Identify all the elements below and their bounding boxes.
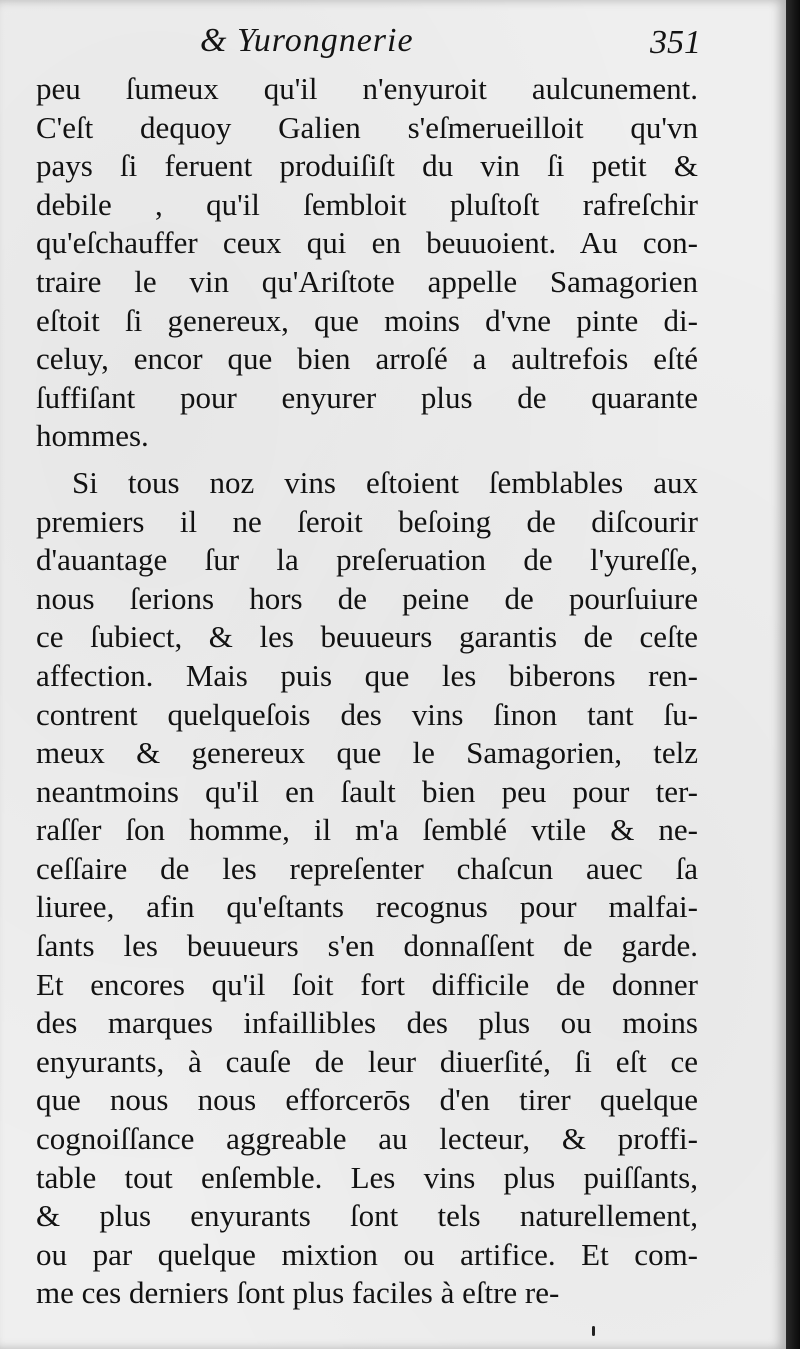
paragraph (36, 70, 698, 456)
text-line: neantmoins qu'il en ſault bien peu pour ter- (36, 773, 698, 809)
text-line: ſuffiſant pour enyurer plus de quarante (36, 379, 698, 415)
running-head (0, 18, 786, 68)
text-line: cognoiſſance aggreable au lecteur, & proffi- (36, 1121, 698, 1157)
text-line: Si tous noz vins eſtoient ſemblables aux (72, 464, 698, 500)
text-line: hommes. (36, 418, 149, 454)
text-line: traire le vin qu'Ariſtote appelle Samagorien (36, 263, 698, 299)
text-line: eſtoit ſi genereux, que moins d'vne pinte di- (36, 302, 698, 338)
text-line: raſſer ſon homme, il m'a ſemblé vtile & ne- (36, 812, 698, 848)
text-line: liuree, afin qu'eſtants recognus pour malfai- (36, 889, 698, 925)
text-line: d'auantage ſur la preſeruation de l'yureſſe, (36, 542, 698, 578)
text-line: Et encores qu'il ſoit fort difficile de donner (36, 966, 698, 1002)
text-line: nous ſerions hors de peine de pourſuiure (36, 580, 698, 616)
text-line: table tout enſemble. Les vins plus puiſſants, (36, 1159, 698, 1195)
text-line: ſants les beuueurs s'en donnaſſent de garde. (36, 928, 698, 964)
text-line: & plus enyurants ſont tels naturellement, (36, 1198, 698, 1234)
text-line: meux & genereux que le Samagorien, telz (36, 735, 698, 771)
text-line: des marques infaillibles des plus ou moins (36, 1005, 698, 1041)
ink-mark (592, 1326, 595, 1336)
text-line: qu'eſchauffer ceux qui en beuuoient. Au con- (36, 225, 698, 261)
text-line: premiers il ne ſeroit beſoing de diſcourir (36, 503, 698, 539)
text-line: contrent quelqueſois des vins ſinon tant ſu- (36, 696, 698, 732)
text-line: affection. Mais puis que les biberons ren- (36, 657, 698, 693)
text-line: pays ſi feruent produiſiſt du vin ſi petit & (36, 148, 698, 184)
text-line: debile , qu'il ſembloit pluſtoſt rafreſchir (36, 186, 698, 222)
text-line: ou par quelque mixtion ou artifice. Et com- (36, 1236, 698, 1272)
paragraph (36, 464, 698, 1313)
text-line: enyurants, à cauſe de leur diuerſité, ſi eſt ce (36, 1043, 698, 1079)
text-line: me ces derniers ſont plus faciles à eſtre re- (36, 1275, 560, 1311)
text-line: ce ſubiect, & les beuueurs garantis de ceſte (36, 619, 698, 655)
text-line: C'eſt dequoy Galien s'eſmerueilloit qu'vn (36, 109, 698, 145)
text-line: que nous nous efforcerōs d'en tirer quelque (36, 1082, 698, 1118)
page-number: 351 (650, 24, 701, 61)
running-head-title: & Yurongnerie (200, 22, 414, 59)
page-edge-shadow (786, 0, 800, 1349)
paragraph-gap (36, 456, 698, 464)
text-line: peu ſumeux qu'il n'enyuroit aulcunement. (36, 71, 698, 106)
text-line: ceſſaire de les repreſenter chaſcun auec ſa (36, 850, 698, 886)
body-text (36, 70, 698, 1313)
text-line: celuy, encor que bien arroſé a aultrefois eſté (36, 341, 698, 377)
